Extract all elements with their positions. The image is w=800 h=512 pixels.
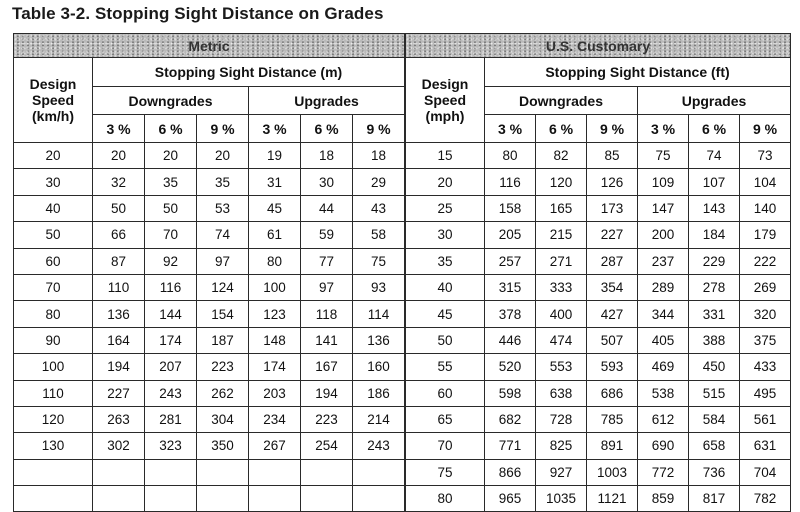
metric-body — [14, 143, 405, 512]
table-row — [406, 222, 791, 248]
distance-cell: 375 — [740, 327, 791, 353]
table-row — [14, 354, 405, 380]
design-speed-cell: 60 — [14, 248, 93, 274]
distance-cell: 158 — [485, 195, 536, 221]
design-speed-cell: 50 — [406, 327, 485, 353]
distance-cell: 495 — [740, 380, 791, 406]
distance-cell: 207 — [145, 354, 197, 380]
distance-cell: 126 — [587, 169, 638, 195]
distance-cell: 267 — [249, 433, 301, 459]
metric-distance-header: Stopping Sight Distance (m) — [93, 58, 405, 87]
distance-cell: 215 — [536, 222, 587, 248]
metric-speed-header — [14, 58, 93, 143]
distance-cell: 450 — [689, 354, 740, 380]
table-row — [14, 406, 405, 432]
distance-cell: 866 — [485, 459, 536, 485]
distance-cell: 405 — [638, 327, 689, 353]
distance-cell: 174 — [249, 354, 301, 380]
design-speed-cell: 20 — [14, 143, 93, 169]
table-row — [14, 380, 405, 406]
distance-cell: 584 — [689, 406, 740, 432]
distance-cell: 638 — [536, 380, 587, 406]
distance-cell: 120 — [536, 169, 587, 195]
distance-cell: 70 — [145, 222, 197, 248]
table-row — [406, 406, 791, 432]
distance-cell: 223 — [301, 406, 353, 432]
distance-cell: 73 — [740, 143, 791, 169]
distance-cell: 43 — [353, 195, 405, 221]
table-row — [406, 486, 791, 512]
distance-cell: 612 — [638, 406, 689, 432]
distance-cell: 474 — [536, 327, 587, 353]
distance-cell: 728 — [536, 406, 587, 432]
distance-cell: 446 — [485, 327, 536, 353]
distance-cell: 53 — [197, 195, 249, 221]
metric-downgrades-header: Downgrades — [93, 87, 249, 115]
design-speed-cell: 110 — [14, 380, 93, 406]
distance-cell: 74 — [689, 143, 740, 169]
distance-cell: 179 — [740, 222, 791, 248]
table-row — [14, 433, 405, 459]
table-row — [406, 327, 791, 353]
distance-cell: 350 — [197, 433, 249, 459]
distance-cell: 87 — [93, 248, 145, 274]
distance-cell — [93, 486, 145, 512]
distance-cell: 77 — [301, 248, 353, 274]
distance-cell: 817 — [689, 486, 740, 512]
distance-cell: 186 — [353, 380, 405, 406]
distance-cell — [197, 486, 249, 512]
distance-cell: 598 — [485, 380, 536, 406]
distance-cell — [145, 459, 197, 485]
distance-cell: 269 — [740, 274, 791, 300]
distance-cell: 136 — [353, 327, 405, 353]
distance-cell: 75 — [638, 143, 689, 169]
distance-cell: 97 — [197, 248, 249, 274]
metric-upgrades-header: Upgrades — [249, 87, 405, 115]
distance-cell: 507 — [587, 327, 638, 353]
grade-header: 6 % — [536, 115, 587, 143]
distance-cell: 93 — [353, 274, 405, 300]
table-row — [406, 459, 791, 485]
distance-cell: 771 — [485, 433, 536, 459]
distance-cell: 160 — [353, 354, 405, 380]
distance-cell: 85 — [587, 143, 638, 169]
distance-cell: 378 — [485, 301, 536, 327]
distance-cell: 320 — [740, 301, 791, 327]
metric-banner: Metric — [14, 34, 405, 58]
grade-header: 6 % — [301, 115, 353, 143]
distance-cell: 333 — [536, 274, 587, 300]
distance-cell: 281 — [145, 406, 197, 432]
distance-cell: 289 — [638, 274, 689, 300]
distance-cell: 144 — [145, 301, 197, 327]
grade-header: 6 % — [689, 115, 740, 143]
distance-cell: 538 — [638, 380, 689, 406]
distance-cell: 20 — [93, 143, 145, 169]
distance-cell: 32 — [93, 169, 145, 195]
distance-cell: 388 — [689, 327, 740, 353]
sight-distance-table-container — [13, 33, 791, 512]
distance-cell: 433 — [740, 354, 791, 380]
table-row — [14, 459, 405, 485]
distance-cell: 148 — [249, 327, 301, 353]
design-speed-cell: 70 — [406, 433, 485, 459]
distance-cell: 772 — [638, 459, 689, 485]
design-speed-cell: 75 — [406, 459, 485, 485]
distance-cell: 44 — [301, 195, 353, 221]
distance-cell: 30 — [301, 169, 353, 195]
grade-header: 9 % — [587, 115, 638, 143]
distance-cell: 690 — [638, 433, 689, 459]
distance-cell: 66 — [93, 222, 145, 248]
distance-cell: 278 — [689, 274, 740, 300]
distance-cell: 344 — [638, 301, 689, 327]
distance-cell: 1035 — [536, 486, 587, 512]
design-speed-cell: 20 — [406, 169, 485, 195]
distance-cell: 515 — [689, 380, 740, 406]
speed-header-line: Design — [421, 76, 469, 92]
distance-cell: 686 — [587, 380, 638, 406]
design-speed-cell: 40 — [406, 274, 485, 300]
distance-cell: 354 — [587, 274, 638, 300]
distance-cell — [93, 459, 145, 485]
distance-cell: 194 — [301, 380, 353, 406]
distance-cell: 271 — [536, 248, 587, 274]
design-speed-cell — [14, 486, 93, 512]
design-speed-cell: 65 — [406, 406, 485, 432]
distance-cell: 50 — [145, 195, 197, 221]
grade-header: 9 % — [740, 115, 791, 143]
distance-cell: 520 — [485, 354, 536, 380]
design-speed-cell: 130 — [14, 433, 93, 459]
distance-cell: 704 — [740, 459, 791, 485]
distance-cell: 200 — [638, 222, 689, 248]
distance-cell: 214 — [353, 406, 405, 432]
distance-cell: 118 — [301, 301, 353, 327]
design-speed-cell: 45 — [406, 301, 485, 327]
grade-header: 3 % — [93, 115, 145, 143]
distance-cell: 222 — [740, 248, 791, 274]
table-row — [14, 222, 405, 248]
distance-cell — [145, 486, 197, 512]
us-distance-header: Stopping Sight Distance (ft) — [485, 58, 791, 87]
distance-cell: 1121 — [587, 486, 638, 512]
table-row — [14, 301, 405, 327]
distance-cell: 263 — [93, 406, 145, 432]
distance-cell: 427 — [587, 301, 638, 327]
distance-cell: 20 — [197, 143, 249, 169]
us-customary-banner: U.S. Customary — [406, 34, 791, 58]
distance-cell: 140 — [740, 195, 791, 221]
distance-cell: 75 — [353, 248, 405, 274]
distance-cell: 74 — [197, 222, 249, 248]
distance-cell: 243 — [145, 380, 197, 406]
distance-cell: 257 — [485, 248, 536, 274]
distance-cell: 147 — [638, 195, 689, 221]
table-row — [14, 143, 405, 169]
distance-cell: 59 — [301, 222, 353, 248]
design-speed-cell: 70 — [14, 274, 93, 300]
distance-cell: 110 — [93, 274, 145, 300]
distance-cell: 323 — [145, 433, 197, 459]
distance-cell — [353, 486, 405, 512]
distance-cell — [249, 459, 301, 485]
distance-cell: 109 — [638, 169, 689, 195]
distance-cell: 97 — [301, 274, 353, 300]
table-row — [14, 248, 405, 274]
distance-cell: 187 — [197, 327, 249, 353]
distance-cell: 18 — [301, 143, 353, 169]
design-speed-cell: 15 — [406, 143, 485, 169]
table-row — [14, 274, 405, 300]
design-speed-cell: 30 — [14, 169, 93, 195]
distance-cell: 302 — [93, 433, 145, 459]
table-row — [406, 248, 791, 274]
grade-header: 9 % — [197, 115, 249, 143]
us-upgrades-header: Upgrades — [638, 87, 791, 115]
distance-cell: 167 — [301, 354, 353, 380]
table-row — [406, 433, 791, 459]
distance-cell: 100 — [249, 274, 301, 300]
distance-cell: 825 — [536, 433, 587, 459]
distance-cell: 31 — [249, 169, 301, 195]
us-downgrades-header: Downgrades — [485, 87, 638, 115]
table-row — [14, 486, 405, 512]
distance-cell: 736 — [689, 459, 740, 485]
distance-cell: 859 — [638, 486, 689, 512]
distance-cell: 227 — [587, 222, 638, 248]
speed-header-line: Speed — [31, 92, 74, 108]
distance-cell: 136 — [93, 301, 145, 327]
speed-header-unit: (km/h) — [32, 108, 74, 124]
distance-cell: 891 — [587, 433, 638, 459]
table-row — [406, 301, 791, 327]
distance-cell — [301, 486, 353, 512]
distance-cell: 29 — [353, 169, 405, 195]
distance-cell — [249, 486, 301, 512]
table-row — [406, 354, 791, 380]
distance-cell: 184 — [689, 222, 740, 248]
distance-cell: 143 — [689, 195, 740, 221]
design-speed-cell: 30 — [406, 222, 485, 248]
speed-header-unit: (mph) — [425, 108, 465, 124]
distance-cell: 927 — [536, 459, 587, 485]
design-speed-cell: 25 — [406, 195, 485, 221]
speed-header-line: Speed — [423, 92, 466, 108]
distance-cell: 124 — [197, 274, 249, 300]
table-row — [14, 327, 405, 353]
us-speed-header — [406, 58, 485, 143]
distance-cell: 631 — [740, 433, 791, 459]
distance-cell: 287 — [587, 248, 638, 274]
grade-header: 3 % — [638, 115, 689, 143]
design-speed-cell: 120 — [14, 406, 93, 432]
distance-cell: 20 — [145, 143, 197, 169]
distance-cell: 205 — [485, 222, 536, 248]
distance-cell: 123 — [249, 301, 301, 327]
distance-cell: 116 — [485, 169, 536, 195]
metric-table — [13, 33, 405, 512]
table-row — [406, 195, 791, 221]
distance-cell: 174 — [145, 327, 197, 353]
distance-cell: 165 — [536, 195, 587, 221]
distance-cell: 593 — [587, 354, 638, 380]
us-customary-table — [405, 33, 791, 512]
distance-cell: 154 — [197, 301, 249, 327]
distance-cell: 331 — [689, 301, 740, 327]
distance-cell: 400 — [536, 301, 587, 327]
design-speed-cell: 40 — [14, 195, 93, 221]
distance-cell: 45 — [249, 195, 301, 221]
design-speed-cell: 60 — [406, 380, 485, 406]
distance-cell: 315 — [485, 274, 536, 300]
distance-cell: 785 — [587, 406, 638, 432]
design-speed-cell: 50 — [14, 222, 93, 248]
distance-cell: 1003 — [587, 459, 638, 485]
distance-cell: 104 — [740, 169, 791, 195]
distance-cell: 114 — [353, 301, 405, 327]
distance-cell: 227 — [93, 380, 145, 406]
distance-cell: 553 — [536, 354, 587, 380]
distance-cell: 80 — [485, 143, 536, 169]
distance-cell: 254 — [301, 433, 353, 459]
distance-cell: 682 — [485, 406, 536, 432]
distance-cell: 92 — [145, 248, 197, 274]
distance-cell: 61 — [249, 222, 301, 248]
distance-cell: 965 — [485, 486, 536, 512]
distance-cell: 35 — [145, 169, 197, 195]
distance-cell — [301, 459, 353, 485]
distance-cell: 237 — [638, 248, 689, 274]
table-row — [406, 143, 791, 169]
distance-cell: 50 — [93, 195, 145, 221]
design-speed-cell: 80 — [14, 301, 93, 327]
grade-header: 3 % — [249, 115, 301, 143]
distance-cell — [197, 459, 249, 485]
distance-cell — [353, 459, 405, 485]
design-speed-cell: 55 — [406, 354, 485, 380]
distance-cell: 19 — [249, 143, 301, 169]
grade-header: 9 % — [353, 115, 405, 143]
distance-cell: 234 — [249, 406, 301, 432]
distance-cell: 304 — [197, 406, 249, 432]
distance-cell: 82 — [536, 143, 587, 169]
distance-cell: 782 — [740, 486, 791, 512]
design-speed-cell — [14, 459, 93, 485]
table-row — [406, 380, 791, 406]
distance-cell: 229 — [689, 248, 740, 274]
grade-header: 3 % — [485, 115, 536, 143]
distance-cell: 469 — [638, 354, 689, 380]
table-title: Table 3-2. Stopping Sight Distance on Grades — [12, 4, 384, 23]
design-speed-cell: 100 — [14, 354, 93, 380]
design-speed-cell: 80 — [406, 486, 485, 512]
table-row — [406, 274, 791, 300]
distance-cell: 164 — [93, 327, 145, 353]
distance-cell: 116 — [145, 274, 197, 300]
distance-cell: 194 — [93, 354, 145, 380]
distance-cell: 658 — [689, 433, 740, 459]
distance-cell: 58 — [353, 222, 405, 248]
us-customary-body — [406, 143, 791, 512]
distance-cell: 173 — [587, 195, 638, 221]
design-speed-cell: 90 — [14, 327, 93, 353]
distance-cell: 561 — [740, 406, 791, 432]
distance-cell: 80 — [249, 248, 301, 274]
design-speed-cell: 35 — [406, 248, 485, 274]
distance-cell: 107 — [689, 169, 740, 195]
speed-header-line: Design — [29, 76, 77, 92]
distance-cell: 243 — [353, 433, 405, 459]
grade-header: 6 % — [145, 115, 197, 143]
distance-cell: 18 — [353, 143, 405, 169]
distance-cell: 203 — [249, 380, 301, 406]
distance-cell: 262 — [197, 380, 249, 406]
distance-cell: 223 — [197, 354, 249, 380]
distance-cell: 35 — [197, 169, 249, 195]
table-row — [406, 169, 791, 195]
table-row — [14, 169, 405, 195]
table-row — [14, 195, 405, 221]
distance-cell: 141 — [301, 327, 353, 353]
